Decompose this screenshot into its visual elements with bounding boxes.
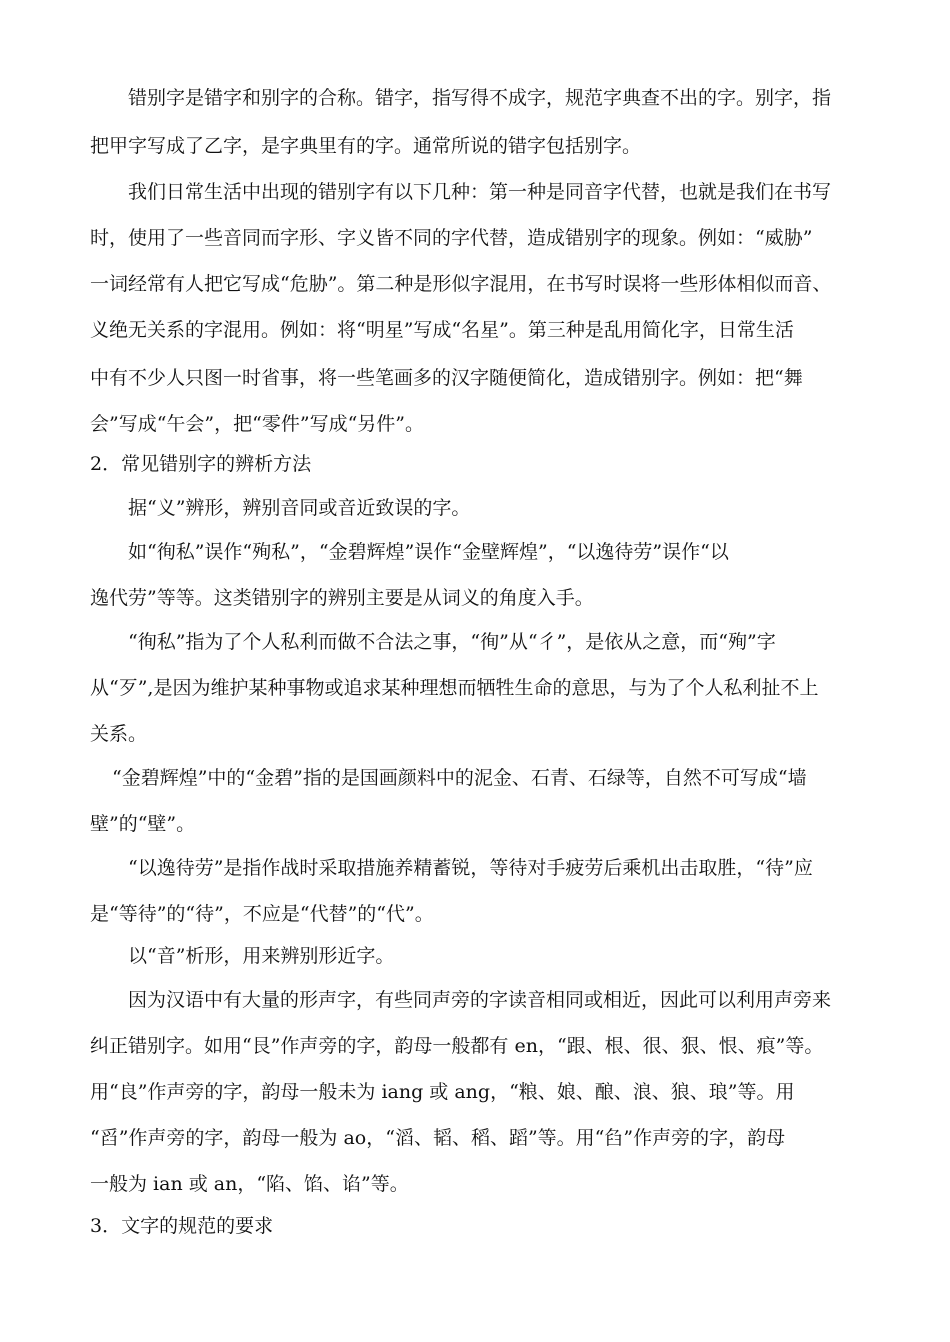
text-line: “徇私”指为了个人私利而做不合法之事，“徇”从“彳”，是依从之意，而“殉”字 xyxy=(128,631,776,653)
text-line: 逸代劳”等等。这类错别字的辨别主要是从词义的角度入手。 xyxy=(90,587,594,609)
text-line: 关系。 xyxy=(90,723,148,745)
text-line: 以“音”析形，用来辨别形近字。 xyxy=(128,945,395,967)
text-line: 我们日常生活中出现的错别字有以下几种：第一种是同音字代替，也就是我们在书写 xyxy=(128,181,832,203)
text-line: 时，使用了一些音同而字形、字义皆不同的字代替，造成错别字的现象。例如：“威胁” xyxy=(90,227,813,249)
text-line: 据“义”辨形，辨别音同或音近致误的字。 xyxy=(128,497,471,519)
text-line: “以逸待劳”是指作战时采取措施养精蓄锐，等待对手疲劳后乘机出击取胜，“待”应 xyxy=(128,857,813,879)
text-line: “舀”作声旁的字，韵母一般为 ao，“滔、韬、稻、蹈”等。用“臽”作声旁的字，韵母 xyxy=(90,1127,786,1149)
section-heading: 2．常见错别字的辨析方法 xyxy=(90,453,312,475)
text-line: 从“歹”,是因为维护某种事物或追求某种理想而牺牲生命的意思，与为了个人私利扯不上 xyxy=(90,677,819,699)
text-line: 一词经常有人把它写成“危胁”。第二种是形似字混用，在书写时误将一些形体相似而音、 xyxy=(90,273,832,295)
text-line: 义绝无关系的字混用。例如：将“明星”写成“名星”。第三种是乱用简化字，日常生活 xyxy=(90,319,794,341)
text-line: 把甲字写成了乙字，是字典里有的字。通常所说的错字包括别字。 xyxy=(90,135,642,157)
text-line: 壁”的“壁”。 xyxy=(90,813,196,835)
text-line: 是“等待”的“待”，不应是“代替”的“代”。 xyxy=(90,903,434,925)
text-line: 用“良”作声旁的字，韵母一般未为 iang 或 ang，“粮、娘、酿、浪、狼、琅”等。用 xyxy=(90,1081,795,1103)
section-heading: 3．文字的规范的要求 xyxy=(90,1215,274,1237)
text-line: 会”写成“午会”，把“零件”写成“另件”。 xyxy=(90,413,424,435)
text-line: 中有不少人只图一时省事，将一些笔画多的汉字随便简化，造成错别字。例如：把“舞 xyxy=(90,367,803,389)
text-line: “金碧辉煌”中的“金碧”指的是国画颜料中的泥金、石青、石绿等，自然不可写成“墙 xyxy=(112,767,807,789)
text-line: 因为汉语中有大量的形声字，有些同声旁的字读音相同或相近，因此可以利用声旁来 xyxy=(128,989,832,1011)
text-line: 纠正错别字。如用“艮”作声旁的字，韵母一般都有 en，“跟、根、很、狠、恨、痕”等。 xyxy=(90,1035,824,1057)
text-line: 如“徇私”误作“殉私”，“金碧辉煌”误作“金壁辉煌”，“以逸待劳”误作“以 xyxy=(128,541,729,563)
text-line: 一般为 ian 或 an，“陷、馅、谄”等。 xyxy=(90,1173,409,1195)
text-line: 错别字是错字和别字的合称。错字，指写得不成字，规范字典查不出的字。别字，指 xyxy=(128,87,832,109)
